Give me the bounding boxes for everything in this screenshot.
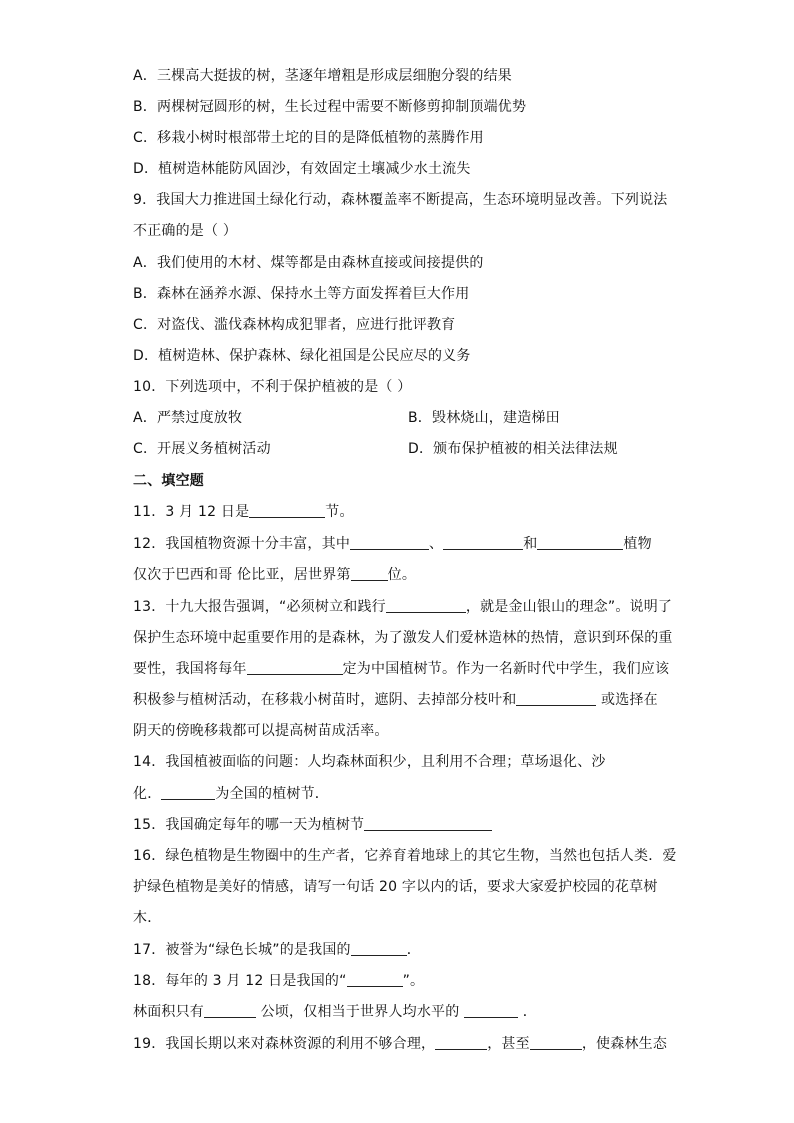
q14-line2-start: 化．: [133, 786, 162, 802]
q9-stem-line1: 9．我国大力推进国土绿化行动，森林覆盖率不断提高，生态环境明显改善。下列说法: [133, 192, 668, 208]
q18: [133, 971, 424, 991]
q16-line1: 16．绿色植物是生物圈中的生产者，它养育着地球上的其它生物，当然也包括人类．爱: [133, 848, 677, 864]
q19-blank-2[interactable]: [530, 1035, 582, 1050]
q18-blank[interactable]: [347, 972, 403, 987]
q12-separator-2: 和: [523, 536, 538, 552]
q12-line1: [133, 534, 652, 554]
forest-area-blank-1[interactable]: [204, 1003, 256, 1018]
q13-blank-3[interactable]: [516, 691, 596, 706]
q13-line4-start: 积极参与植树活动，在移栽小树苗时，遮阴、去掉部分枝叶和: [133, 692, 517, 708]
q17: [133, 940, 421, 960]
q8-option-a: A．三棵高大挺拔的树，茎逐年增粗是形成层细胞分裂的结果: [133, 68, 512, 84]
q13-line1: [133, 597, 672, 617]
q8-option-c: C．移栽小树时根部带土坨的目的是降低植物的蒸腾作用: [133, 130, 484, 146]
q10-option-d: D．颁布保护植被的相关法律法规: [408, 441, 618, 457]
q16-line3: 木．: [133, 910, 162, 926]
q12-line2-end: 位。: [387, 567, 417, 583]
section-heading-fill-blank: 二、填空题: [133, 473, 204, 489]
q18-text-start: 18．每年的 3 月 12 日是我国的“: [133, 973, 347, 989]
q19-text-mid: ，甚至: [487, 1036, 530, 1052]
forest-area-text-end: ．: [518, 1004, 537, 1020]
q9-option-a: A．我们使用的木材、煤等都是由森林直接或间接提供的: [133, 255, 484, 271]
q8-option-d: D．植树造林能防风固沙，有效固定土壤减少水土流失: [133, 161, 471, 177]
q12-blank-4[interactable]: [351, 566, 388, 581]
q9-option-c: C．对盗伐、滥伐森林构成犯罪者，应进行批评教育: [133, 317, 456, 333]
q12-text-end: 植物: [623, 536, 652, 552]
q12-blank-1[interactable]: [350, 535, 429, 550]
q12-line2: [133, 565, 416, 585]
q14-line1: 14．我国植被面临的问题：人均森林面积少，且利用不合理；草场退化、沙: [133, 754, 606, 770]
q13-line4-end: 或选择在: [596, 692, 658, 708]
q11-text-start: 11．3 月 12 日是: [133, 504, 250, 520]
q13-line3: [133, 659, 669, 679]
q15: [133, 815, 492, 835]
q13-line3-start: 要性，我国将每年: [133, 661, 247, 677]
q9-stem-line2: 不正确的是（ ）: [133, 223, 238, 239]
q12-line2-start: 仅次于巴西和哥 伦比亚，居世界第: [133, 567, 351, 583]
q10-option-b: B．毁林烧山，建造梯田: [408, 410, 560, 426]
q12-text-start: 12．我国植物资源十分丰富，其中: [133, 536, 351, 552]
q8-option-b: B．两棵树冠圆形的树，生长过程中需要不断修剪抑制顶端优势: [133, 99, 527, 115]
q15-text: 15．我国确定每年的哪一天为植树节: [133, 817, 365, 833]
q9-option-b: B．森林在涵养水源、保持水土等方面发挥着巨大作用: [133, 286, 470, 302]
q19-text-start: 19．我国长期以来对森林资源的利用不够合理，: [133, 1036, 436, 1052]
forest-area-text-mid: 公顷，仅相当于世界人均水平的: [256, 1004, 465, 1020]
q13-line5: 阴天的傍晚移栽都可以提高树苗成活率。: [133, 723, 389, 739]
q16-line2: 护绿色植物是美好的情感，请写一句话 20 字以内的话，要求大家爱护校园的花草树: [133, 879, 658, 895]
q12-separator-1: 、: [429, 536, 444, 552]
q17-blank[interactable]: [351, 941, 407, 956]
q11-blank[interactable]: [249, 503, 325, 518]
q17-text-start: 17．被誉为“绿色长城”的是我国的: [133, 942, 351, 958]
q13-blank-1[interactable]: [386, 598, 466, 613]
q19-line1: [133, 1034, 667, 1054]
q11: [133, 502, 354, 522]
q19-blank-1[interactable]: [435, 1035, 487, 1050]
q18-continuation: [133, 1002, 537, 1022]
forest-area-blank-2[interactable]: [464, 1003, 518, 1018]
q13-blank-2[interactable]: [247, 660, 343, 675]
q14-blank[interactable]: [161, 785, 215, 800]
q13-line4: [133, 690, 658, 710]
q13-line1-end: ，就是金山银山的理念”。说明了: [465, 599, 673, 615]
q19-text-end: ，使森林生态: [581, 1036, 668, 1052]
q9-option-d: D．植树造林、保护森林、绿化祖国是公民应尽的义务: [133, 348, 471, 364]
forest-area-text-start: 林面积只有: [133, 1004, 204, 1020]
q10-option-c: C．开展义务植树活动: [133, 441, 271, 457]
q14-line2-end: 为全国的植树节．: [215, 786, 330, 802]
q10-option-a: A．严禁过度放牧: [133, 410, 243, 426]
q14-line2: [133, 784, 329, 804]
q10-row1: [133, 408, 242, 428]
q13-line2: 保护生态环境中起重要作用的是森林，为了激发人们爱林造林的热情，意识到环保的重: [133, 630, 673, 646]
q13-line1-start: 13．十九大报告强调，“必须树立和践行: [133, 599, 386, 615]
q11-text-end: 节。: [325, 504, 354, 520]
q12-blank-3[interactable]: [537, 535, 623, 550]
q18-text-end: ”。: [402, 973, 425, 989]
q12-blank-2[interactable]: [443, 535, 523, 550]
q13-line3-end: 定为中国植树节。作为一名新时代中学生，我们应该: [342, 661, 670, 677]
q15-blank[interactable]: [364, 816, 492, 831]
q10-stem: 10．下列选项中，不利于保护植被的是（ ）: [133, 379, 412, 395]
q17-text-end: ．: [406, 942, 421, 958]
